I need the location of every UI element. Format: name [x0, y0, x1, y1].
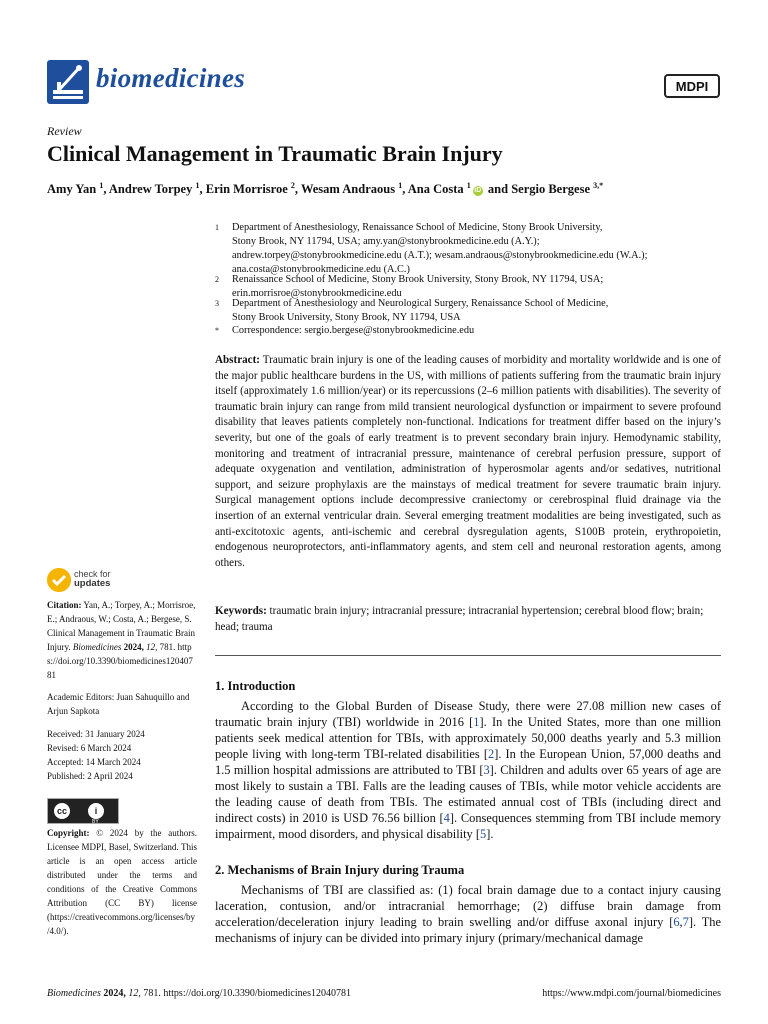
- intro-text: According to the Global Burden of Disease Study, there were 27.08 million new cases of traumatic brain injury (TBI) worldwide in 2016 [: [215, 699, 721, 729]
- copyright-label: Copyright:: [47, 828, 90, 838]
- footer-doi[interactable]: 781. https://doi.org/10.3390/biomedicines12040781: [143, 988, 351, 999]
- affiliation: [215, 221, 735, 277]
- reference-link[interactable]: 5: [479, 827, 487, 841]
- affiliation-text: Department of Anesthesiology, Renaissance School of Medicine, Stony Brook University, Stony Brook, NY 11794, USA; amy.yan@stonybrookmedicine.edu (A.Y.); andrew.torpey@stonybrookmedicine.edu (A.T.); wesam.andraous@stonybrookmedicine.edu (W.A.); ana.costa@stonybrookmedicine.edu (A.C.): [232, 222, 648, 275]
- citation-year: 2024,: [123, 642, 144, 652]
- mdpi-logo[interactable]: MDPI: [664, 74, 720, 98]
- keywords-label: Keywords:: [215, 605, 267, 617]
- copyright-text: © 2024 by the authors. Licensee MDPI, Basel, Switzerland. This article is an open access article distributed under the terms and conditions of the Creative Commons Attribution (CC BY) license (https://creativecommons.org/licenses/by/4.0/).: [47, 828, 198, 936]
- author-affiliation-marker: 1: [195, 181, 200, 190]
- author-name[interactable]: Erin Morrisroe: [205, 182, 288, 197]
- mechanisms-text: Mechanisms of TBI are classified as: (1) focal brain damage due to a contact injury causing laceration, contusion, and/or intracranial hemorrhage; (2) diffuse brain damage from acceleration/deceleration injury leading to brain swelling and/or diffuse axonal injury [: [215, 883, 721, 929]
- author-affiliation-marker: 1: [398, 181, 403, 190]
- reference-link[interactable]: 2: [488, 747, 495, 761]
- section-heading: 2. Mechanisms of Brain Injury during Trauma: [215, 863, 465, 877]
- intro-text: ].: [486, 827, 494, 841]
- citation-doi[interactable]: 781. https://doi.org/10.3390/biomedicines12040781: [47, 642, 193, 680]
- author-affiliation-marker: 1: [99, 181, 104, 190]
- citation-journal: Biomedicines: [72, 642, 122, 652]
- academic-editors: Academic Editors: Juan Sahuquillo and Arjun Sapkota: [47, 692, 190, 716]
- footer-year: 2024,: [103, 988, 126, 999]
- check-mark-icon: [47, 568, 71, 592]
- citation-text: Yan, A.; Torpey, A.; Morrisroe, E.; Andraous, W.; Costa, A.; Bergese, S. Clinical Management in Traumatic Brain Injury.: [47, 600, 196, 652]
- affiliation-number: *: [215, 326, 219, 335]
- intro-text: ]. In the European Union, 57,000 deaths and 1.5 million hospital admissions are attributed to TBI [: [215, 747, 721, 777]
- mechanisms-text: ]. The mechanisms of injury can be divided into primary injury (primary/mechanical damage: [215, 915, 721, 945]
- intro-text: ]. In the United States, more than one million patients seek medical attention for TBIs, with approximately 50,000 deaths yearly and 5.3 million people living with long-term TBI-related disabilities [: [215, 715, 721, 761]
- author-name[interactable]: Sergio Bergese: [511, 182, 590, 197]
- dates-block: [47, 727, 197, 783]
- keywords-text: traumatic brain injury; intracranial pressure; intracranial hypertension; cerebral blood flow; brain; head; trauma: [215, 605, 704, 633]
- footer-journal-url[interactable]: https://www.mdpi.com/journal/biomedicines: [542, 988, 721, 999]
- author-list: Amy Yan $^1$, Andrew Torpey $^1$, Erin Morrisroe $^2$, Wesam Andraous $^1$, Ana Costa $^1$iD and Sergio Bergese $^{3,*}$: [47, 181, 604, 197]
- author-name[interactable]: Ana Costa: [407, 182, 464, 197]
- reference-link[interactable]: 7: [682, 915, 689, 929]
- citation-label: Citation:: [47, 600, 82, 610]
- affiliation-text: Department of Anesthesiology and Neurological Surgery, Renaissance School of Medicine, Stony Brook University, Stony Brook, NY 11794, USA: [232, 298, 609, 323]
- date-accepted: Accepted: 14 March 2024: [47, 757, 141, 767]
- journal-logo-icon: [47, 60, 89, 104]
- mechanisms-paragraph: [215, 882, 721, 946]
- author-name[interactable]: Amy Yan: [47, 182, 97, 197]
- orcid-icon[interactable]: iD: [474, 187, 482, 195]
- keywords: [215, 604, 721, 635]
- footer-volume: 12,: [128, 988, 141, 999]
- date-revised: Revised: 6 March 2024: [47, 743, 132, 753]
- author-affiliation-marker: 2: [290, 181, 295, 190]
- affiliation-number: 1: [215, 223, 219, 232]
- cc-by-license-badge[interactable]: [47, 798, 119, 824]
- reference-link[interactable]: 1: [473, 715, 480, 729]
- footer-citation: [47, 988, 351, 999]
- author-affiliation-marker: 3,*: [593, 181, 604, 190]
- section-divider: [215, 655, 721, 656]
- reference-separator: ,: [679, 915, 683, 929]
- check-line2: updates: [74, 578, 111, 589]
- reference-link[interactable]: 4: [443, 811, 450, 825]
- affiliation-number: 3: [215, 299, 219, 308]
- footer-journal: Biomedicines: [47, 988, 101, 999]
- cc-icon: cc: [52, 801, 72, 821]
- date-received: Received: 31 January 2024: [47, 729, 145, 739]
- correspondence: [215, 324, 735, 338]
- section-heading: 1. Introduction: [215, 679, 296, 693]
- reference-link[interactable]: 3: [483, 763, 490, 777]
- correspondence-text: Correspondence: sergio.bergese@stonybrookmedicine.edu: [232, 325, 475, 336]
- check-for-updates-label: [74, 570, 111, 588]
- citation-block: [47, 598, 197, 682]
- article-title: Clinical Management in Traumatic Brain Injury: [47, 141, 503, 166]
- author-name[interactable]: Andrew Torpey: [108, 182, 193, 197]
- copyright-block: [47, 826, 197, 938]
- intro-text: ]. Children and adults over 65 years of age are most likely to sustain a TBI. Falls are the leading causes of TBIs, while motor vehicle accidents are the leading cause of death from TBIs. The estimated annual cost of TBIs (including direct and indirect costs) in 2010 is USD 76.56 billion [: [215, 763, 721, 825]
- article-type: Review: [47, 124, 82, 138]
- person-icon: i: [86, 801, 106, 821]
- journal-name[interactable]: biomedicines: [96, 63, 246, 93]
- affiliation-text: Renaissance School of Medicine, Stony Brook University, Stony Brook, NY 11794, USA; erin.morrisroe@stonybrookmedicine.edu: [232, 274, 604, 299]
- intro-text: ]. Consequences stemming from TBI include memory impairment, mood disorders, and physical disability [: [215, 811, 721, 841]
- citation-volume: 12,: [146, 642, 158, 652]
- author-affiliation-marker: 1: [466, 181, 471, 190]
- abstract: [215, 353, 721, 571]
- affiliation: [215, 297, 735, 325]
- author-name[interactable]: Wesam Andraous: [300, 182, 396, 197]
- license-by-label: BY: [92, 819, 99, 825]
- abstract-text: Traumatic brain injury is one of the leading causes of morbidity and mortality worldwide and is one of the major public healthcare burdens in the US, with millions of patients suffering from the traumatic brain injury itself (approximately 1.6 million/year) or its repercussions (2–6 million patients with disabilities). The severity of traumatic brain injury can range from mild transient neurological dysfunction or impairment to severe profound disability that leaves patients completely non-functional. Indications for treatment differ based on the injury’s severity, but one of the goals of early treatment is to prevent secondary brain injury. Hemodynamic stability, monitoring and treatment of intracranial pressure, maintenance of cerebral perfusion pressure, support of adequate oxygenation and ventilation, administration of hyperosmolar agents and/or sedatives, nutritional support, and seizure prophylaxis are the mainstays of medical treatment for severe traumatic brain injury. Surgical management options include decompressive craniectomy or cerebrospinal fluid drainage via the insertion of an external ventricular drain. Several emerging treatment modalities are being investigated, such as anti-excitotoxic agents, anti-ischemic and cerebral dysregulation agents, S100B protein, erythropoietin, endogenous neuroprotectors, anti-inflammatory agents, and stem cell and neuronal restoration agents, among others.: [215, 354, 721, 569]
- reference-link[interactable]: 6: [673, 915, 680, 929]
- intro-paragraph: [215, 698, 721, 842]
- check-line1: check for: [74, 569, 111, 579]
- date-published: Published: 2 April 2024: [47, 771, 133, 781]
- affiliation-number: 2: [215, 275, 219, 284]
- abstract-label: Abstract:: [215, 354, 260, 366]
